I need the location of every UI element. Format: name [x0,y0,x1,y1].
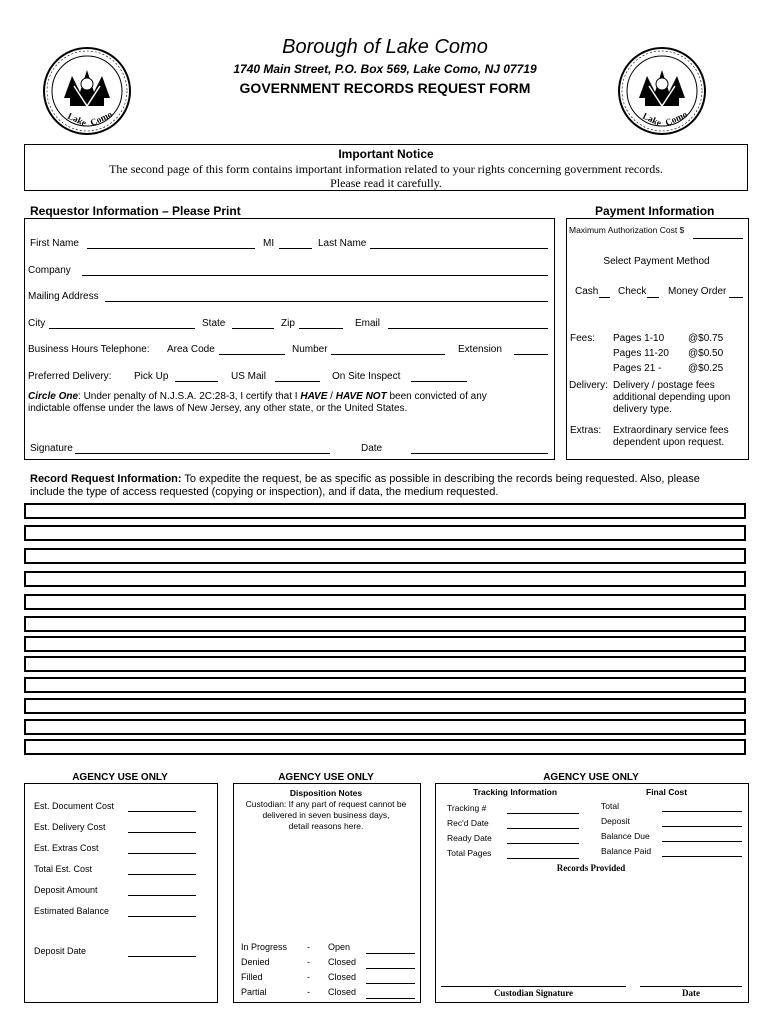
extras-text-1: Extraordinary service fees [613,425,729,436]
total-est-cost-label: Total Est. Cost [34,864,93,874]
record-request-line-2: include the type of access requested (copying or inspection), and if data, the medium requested. [30,486,499,498]
disposition-notes-heading: Disposition Notes [289,788,363,798]
recd-date-field[interactable] [507,828,579,829]
us-mail-field[interactable] [275,381,320,382]
payment-heading: Payment Information [595,204,715,218]
city-field[interactable] [49,328,195,329]
notice-line-1: The second page of this form contains important information related to your rights concerning government records. [109,162,663,176]
deposit-amount-field[interactable] [128,895,196,896]
delivery-label: Delivery: [569,380,608,391]
mailing-address-label: Mailing Address [28,291,99,302]
tracking-number-field[interactable] [507,813,579,814]
est-extras-cost-label: Est. Extras Cost [34,843,99,853]
extension-label: Extension [458,344,502,355]
select-payment-label: Select Payment Method [603,256,710,267]
check-checkbox[interactable] [647,297,659,298]
disposition-result: Closed [328,957,357,967]
area-code-field[interactable] [219,354,285,355]
svg-text:Lake: Lake [641,110,664,129]
max-authorization-label: Maximum Authorization Cost $ [569,225,685,235]
have-option[interactable]: HAVE [300,391,328,402]
tracking-number-label: Tracking # [447,803,487,813]
pick-up-label: Pick Up [134,371,169,382]
last-name-label: Last Name [318,238,367,249]
disposition-status: Denied [241,957,270,967]
disposition-note-3: detail reasons here. [288,821,364,831]
est-delivery-cost-field[interactable] [128,832,196,833]
total-est-cost-field[interactable] [128,874,196,875]
notice-line-2: Please read it carefully. [330,176,442,190]
record-request-line[interactable] [24,616,746,632]
circle-one-label: Circle One [28,391,79,402]
record-request-line[interactable] [24,719,746,735]
money-order-checkbox[interactable] [729,297,743,298]
disposition-field[interactable] [366,998,415,999]
est-delivery-cost-label: Est. Delivery Cost [34,822,106,832]
disposition-field[interactable] [366,983,415,984]
fee-row-pages: Pages 1-10 [613,333,665,344]
disposition-status: In Progress [241,942,288,952]
deposit-date-label: Deposit Date [34,946,87,956]
money-order-label: Money Order [668,286,727,297]
extension-field[interactable] [514,354,548,355]
disposition-dash: - [307,942,310,952]
record-request-line[interactable] [24,594,746,610]
agency-use-heading-3: AGENCY USE ONLY [543,772,639,783]
disposition-result: Open [328,942,351,952]
svg-text:Como: Como [663,109,689,128]
est-document-cost-label: Est. Document Cost [34,801,115,811]
zip-label: Zip [281,318,295,329]
disposition-dash: - [307,987,310,997]
disposition-field[interactable] [366,953,415,954]
tracking-heading: Tracking Information [473,787,558,797]
deposit-amount-label: Deposit Amount [34,885,98,895]
on-site-inspect-field[interactable] [411,381,467,382]
final-deposit-label: Deposit [601,816,630,826]
mi-label: MI [263,238,275,249]
record-request-line[interactable] [24,656,746,672]
fee-row-pages: Pages 21 - [613,363,662,374]
zip-field[interactable] [299,328,343,329]
custodian-signature-field[interactable] [441,986,626,987]
final-deposit-field[interactable] [662,826,742,827]
delivery-text-3: delivery type. [613,404,672,415]
first-name-label: First Name [30,238,79,249]
extras-label: Extras: [570,425,602,436]
requestor-box [24,218,555,460]
us-mail-label: US Mail [231,371,267,382]
custodian-date-field[interactable] [640,986,742,987]
certification-line-1: Circle One: Under penalty of N.J.S.A. 2C:28-3, I certify that I HAVE / HAVE NOT been convicted of any [28,391,487,402]
est-extras-cost-field[interactable] [128,853,196,854]
email-field[interactable] [388,328,548,329]
final-total-label: Total [601,801,619,811]
fee-row-price: @$0.75 [688,333,724,344]
record-request-line[interactable] [24,698,746,714]
balance-paid-label: Balance Paid [601,846,652,856]
balance-due-field[interactable] [662,841,742,842]
check-label: Check [618,286,647,297]
certification-line-2: indictable offense under the laws of New Jersey, any other state, or the United States. [28,403,408,414]
final-total-field[interactable] [662,811,742,812]
org-title: Borough of Lake Como [282,36,488,58]
disposition-field[interactable] [366,968,415,969]
state-field[interactable] [232,328,274,329]
custodian-signature-label: Custodian Signature [493,988,574,998]
area-code-label: Area Code [167,344,215,355]
fee-row-price: @$0.50 [688,348,724,359]
max-authorization-field[interactable] [693,238,743,239]
company-field[interactable] [82,275,548,276]
delivery-text-2: additional depending upon [613,392,731,403]
est-document-cost-field[interactable] [128,811,196,812]
disposition-status: Partial [241,987,267,997]
deposit-date-field[interactable] [128,956,196,957]
disposition-status: Filled [241,972,263,982]
record-request-line[interactable] [24,525,746,541]
total-pages-field[interactable] [507,858,579,859]
fees-label: Fees: [570,333,596,344]
business-phone-label: Business Hours Telephone: [28,344,150,355]
signature-label: Signature [30,443,73,454]
mailing-address-field[interactable] [105,301,548,302]
final-cost-heading: Final Cost [646,787,688,797]
org-address: 1740 Main Street, P.O. Box 569, Lake Como, NJ 07719 [233,62,537,76]
record-request-line[interactable] [24,636,746,652]
record-request-line[interactable] [24,739,746,755]
record-request-label: Record Request Information: [30,473,182,485]
cash-label: Cash [575,286,599,297]
date-label: Date [361,443,383,454]
record-request-line[interactable] [24,571,746,587]
on-site-inspect-label: On Site Inspect [332,371,401,382]
signature-field[interactable] [75,453,330,454]
record-request-line-1: Record Request Information: To expedite the request, be as specific as possible in describing the records being requested. Also, please [30,473,700,485]
number-field[interactable] [331,354,445,355]
balance-due-label: Balance Due [601,831,650,841]
number-label: Number [292,344,328,355]
disposition-dash: - [307,957,310,967]
recd-date-label: Rec'd Date [447,818,489,828]
agency-use-box-3 [435,783,749,1003]
disposition-result: Closed [328,987,357,997]
have-not-option[interactable]: HAVE NOT [335,391,387,402]
estimated-balance-label: Estimated Balance [34,906,110,916]
fee-row-price: @$0.25 [688,363,724,374]
records-provided-label: Records Provided [556,863,626,873]
record-request-line[interactable] [24,503,746,519]
borough-seal-left [42,46,132,136]
disposition-note-1: Custodian: If any part of request cannot be [245,799,407,809]
record-request-line[interactable] [24,548,746,564]
disposition-note-2: delivered in seven business days, [262,810,390,820]
important-notice-box [24,144,748,191]
notice-title: Important Notice [338,147,434,161]
custodian-date-label: Date [682,988,700,998]
agency-use-heading-2: AGENCY USE ONLY [278,772,374,783]
estimated-balance-field[interactable] [128,916,196,917]
email-label: Email [355,318,381,329]
pick-up-field[interactable] [175,381,218,382]
ready-date-field[interactable] [507,843,579,844]
total-pages-label: Total Pages [447,848,492,858]
record-request-line[interactable] [24,677,746,693]
disposition-result: Closed [328,972,357,982]
fee-row-pages: Pages 11-20 [613,348,669,359]
delivery-text-1: Delivery / postage fees [613,380,715,391]
borough-seal-right [617,46,707,136]
mi-field[interactable] [279,248,312,249]
balance-paid-field[interactable] [662,856,742,857]
last-name-field[interactable] [370,248,548,249]
disposition-dash: - [307,972,310,982]
ready-date-label: Ready Date [447,833,492,843]
cash-checkbox[interactable] [599,297,610,298]
city-label: City [28,318,46,329]
svg-text:Como: Como [88,109,114,128]
state-label: State [202,318,226,329]
requestor-heading: Requestor Information – Please Print [30,204,241,218]
form-title: GOVERNMENT RECORDS REQUEST FORM [239,80,531,96]
company-label: Company [28,265,71,276]
extras-text-2: dependent upon request. [613,437,725,448]
svg-text:Lake: Lake [66,110,89,129]
first-name-field[interactable] [87,248,255,249]
date-field[interactable] [411,453,548,454]
agency-use-heading-1: AGENCY USE ONLY [72,772,168,783]
preferred-delivery-label: Preferred Delivery: [28,371,112,382]
